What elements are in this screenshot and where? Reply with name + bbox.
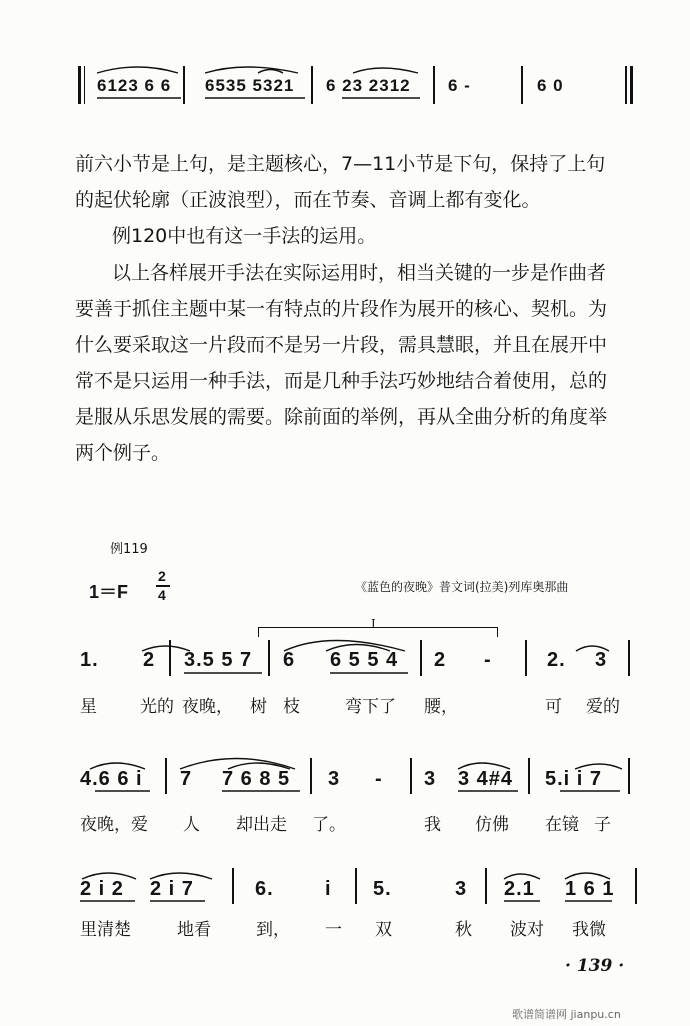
note-group: 3 4#4 — [458, 768, 514, 790]
paragraph-line: 两个例子。 — [75, 442, 171, 464]
lyric: 里清楚 — [80, 920, 131, 940]
note-group: 3 — [595, 649, 608, 671]
lyric: 人 — [183, 815, 200, 835]
lyric: 爱的 — [586, 697, 620, 717]
note-group: 4.6 6 i — [80, 768, 143, 790]
slur — [180, 759, 295, 770]
lyric: 却出走 — [236, 815, 287, 835]
lyric: 弯下了 — [345, 697, 396, 717]
slur — [565, 873, 610, 879]
example-label: 例119 — [110, 542, 148, 557]
watermark: 歌谱简谱网 jianpu.cn — [512, 1008, 621, 1021]
note-group: 2 i 7 — [150, 878, 194, 900]
note-group: 3.5 5 7 — [184, 649, 253, 671]
slur — [458, 763, 510, 769]
note-group: - — [484, 649, 492, 671]
lyric: 地看 — [177, 920, 211, 940]
song-source: 《蓝色的夜晚》普文词(拉美)列库奥那曲 — [355, 580, 569, 594]
paragraph-line: 要善于抓住主题中某一有特点的片段作为展开的核心、契机。为 — [75, 298, 608, 320]
paragraph-line: 常不是只运用一种手法，而是几种手法巧妙地结合着使用，总的 — [75, 370, 608, 392]
slur — [576, 646, 609, 651]
note-group: 2. — [547, 649, 566, 671]
lyric: 秋 — [455, 920, 472, 940]
lyric: 双 — [375, 920, 392, 940]
slur — [575, 764, 622, 769]
slur — [353, 68, 418, 73]
slur — [205, 67, 298, 73]
lyric: 了。 — [312, 815, 346, 835]
paragraph-line: 以上各样展开手法在实际运用时，相当关键的一步是作曲者 — [112, 262, 607, 284]
top-measure-1: 6123 6 6 — [97, 76, 172, 95]
top-measure-2: 6535 5321 — [205, 76, 295, 95]
note-group: 6 5 5 4 — [330, 649, 399, 671]
volta-number: I — [371, 617, 376, 631]
note-group: 6 — [283, 649, 296, 671]
lyric: 腰， — [424, 697, 458, 717]
lyric: 波对 — [510, 920, 544, 940]
time-signature-top: 2 — [158, 568, 166, 584]
lyric: 夜晚， — [182, 697, 233, 717]
top-measure-4: 6 - — [448, 76, 471, 95]
lyric: 到， — [256, 920, 290, 940]
lyric: 一 — [325, 920, 342, 940]
lyric: 可 — [545, 697, 562, 717]
lyric: 我 — [424, 815, 441, 835]
lyric: 仿佛 — [475, 815, 509, 835]
page-number: · 139 · — [565, 956, 625, 976]
key-signature: 1＝F — [89, 582, 129, 602]
paragraph-line: 前六小节是上句，是主题核心，7—11小节是下句，保持了上句 — [75, 153, 606, 175]
slur — [97, 67, 178, 73]
paragraph-line: 例120中也有这一手法的运用。 — [112, 225, 377, 247]
note-group: 2.1 — [504, 878, 535, 900]
slur — [150, 873, 212, 879]
note-group: 5. — [373, 878, 392, 900]
slur — [504, 874, 540, 879]
slur — [82, 873, 136, 879]
top-measure-5: 6 0 — [537, 76, 564, 95]
paragraph-line: 是服从乐思发展的需要。除前面的举例，再从全曲分析的角度举 — [75, 406, 608, 428]
lyric: 子 — [594, 815, 611, 835]
lyric: 星 — [80, 697, 97, 717]
lyric: 夜晚，爱 — [80, 815, 148, 835]
lyric: 树 — [250, 697, 267, 717]
paragraph-line: 什么要采取这一片段而不是另一片段，需具慧眼，并且在展开中 — [75, 334, 608, 356]
note-group: 6. — [255, 878, 274, 900]
note-group: 1. — [80, 649, 99, 671]
lyric: 我微 — [572, 920, 606, 940]
note-group: 5.i i 7 — [545, 768, 603, 790]
note-group: 2 — [143, 649, 156, 671]
top-measure-3: 6 23 2312 — [326, 76, 411, 95]
paragraph-line: 的起伏轮廓（正波浪型），而在节奏、音调上都有变化。 — [75, 189, 541, 211]
note-group: 7 — [180, 768, 193, 790]
note-group: 3 — [455, 878, 468, 900]
note-group: i — [325, 878, 332, 900]
lyric: 光的 — [140, 697, 174, 717]
lyric: 在镜 — [545, 815, 579, 835]
note-group: 3 — [424, 768, 437, 790]
time-signature-bottom: 4 — [158, 587, 166, 603]
note-group: 7 6 8 5 — [222, 768, 291, 790]
slur — [90, 763, 145, 769]
lyric: 枝 — [283, 697, 300, 717]
note-group: - — [375, 768, 383, 790]
note-group: 2 — [434, 649, 447, 671]
note-group: 1 6 1 — [565, 878, 615, 900]
note-group: 3 — [328, 768, 341, 790]
slur — [142, 646, 190, 651]
note-group: 2 i 2 — [80, 878, 124, 900]
